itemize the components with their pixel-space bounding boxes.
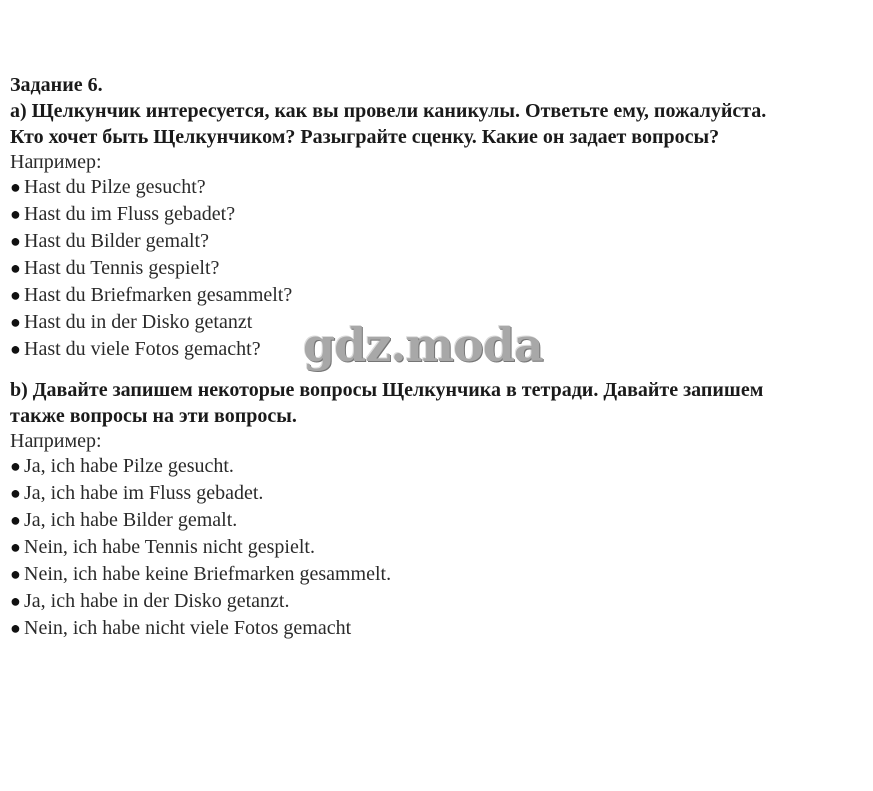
list-item-text: Hast du in der Disko getanzt: [24, 311, 253, 333]
part-b-answer-list: [10, 453, 868, 642]
list-item: [10, 174, 868, 201]
part-b-instruction-line-1: b) Давайте запишем некоторые вопросы Щелкунчика в тетради. Давайте запишем: [10, 379, 764, 401]
section-spacer: [10, 363, 868, 377]
part-b-instruction-line-2: также вопросы на эти вопросы.: [10, 405, 297, 427]
bullet-icon: ●: [10, 204, 21, 224]
list-item: [10, 201, 868, 228]
list-item: [10, 507, 868, 534]
bullet-icon: ●: [10, 537, 21, 557]
part-a-instruction-line-2: Кто хочет быть Щелкунчиком? Разыграйте сценку. Какие он задает вопросы?: [10, 126, 720, 148]
list-item: [10, 588, 868, 615]
list-item-text: Hast du im Fluss gebadet?: [24, 203, 236, 225]
watermark-logo: gdz.moda: [303, 318, 543, 372]
list-item: [10, 282, 868, 309]
list-item-text: Ja, ich habe Bilder gemalt.: [24, 509, 238, 531]
bullet-icon: ●: [10, 564, 21, 584]
list-item: [10, 228, 868, 255]
part-a-question-list: [10, 174, 868, 363]
list-item-text: Ja, ich habe Pilze gesucht.: [24, 455, 234, 477]
bullet-icon: ●: [10, 456, 21, 476]
list-item: [10, 453, 868, 480]
part-a-instruction-line-1: a) Щелкунчик интересуется, как вы провели каникулы. Ответьте ему, пожалуйста.: [10, 100, 767, 122]
list-item: [10, 615, 868, 642]
bullet-icon: ●: [10, 483, 21, 503]
list-item-text: Ja, ich habe im Fluss gebadet.: [24, 482, 264, 504]
part-b-example-label: Например:: [10, 430, 102, 452]
list-item-text: Hast du Briefmarken gesammelt?: [24, 284, 293, 306]
bullet-icon: ●: [10, 339, 21, 359]
bullet-icon: ●: [10, 231, 21, 251]
list-item: [10, 336, 868, 363]
part-a-example-label: Например:: [10, 151, 102, 173]
bullet-icon: ●: [10, 591, 21, 611]
list-item: [10, 255, 868, 282]
list-item-text: Hast du viele Fotos gemacht?: [24, 338, 261, 360]
list-item: [10, 561, 868, 588]
bullet-icon: ●: [10, 618, 21, 638]
list-item: [10, 480, 868, 507]
bullet-icon: ●: [10, 285, 21, 305]
bullet-icon: ●: [10, 510, 21, 530]
task-title: Задание 6.: [10, 74, 103, 96]
bullet-icon: ●: [10, 177, 21, 197]
list-item-text: Nein, ich habe keine Briefmarken gesammelt.: [24, 563, 392, 585]
list-item-text: Nein, ich habe Tennis nicht gespielt.: [24, 536, 315, 558]
bullet-icon: ●: [10, 258, 21, 278]
list-item-text: Hast du Pilze gesucht?: [24, 176, 206, 198]
bullet-icon: ●: [10, 312, 21, 332]
list-item-text: Hast du Bilder gemalt?: [24, 230, 209, 252]
list-item-text: Hast du Tennis gespielt?: [24, 257, 220, 279]
list-item: [10, 309, 868, 336]
list-item-text: Nein, ich habe nicht viele Fotos gemacht: [24, 617, 352, 639]
list-item: [10, 534, 868, 561]
list-item-text: Ja, ich habe in der Disko getanzt.: [24, 590, 290, 612]
exercise-content: [10, 72, 868, 642]
